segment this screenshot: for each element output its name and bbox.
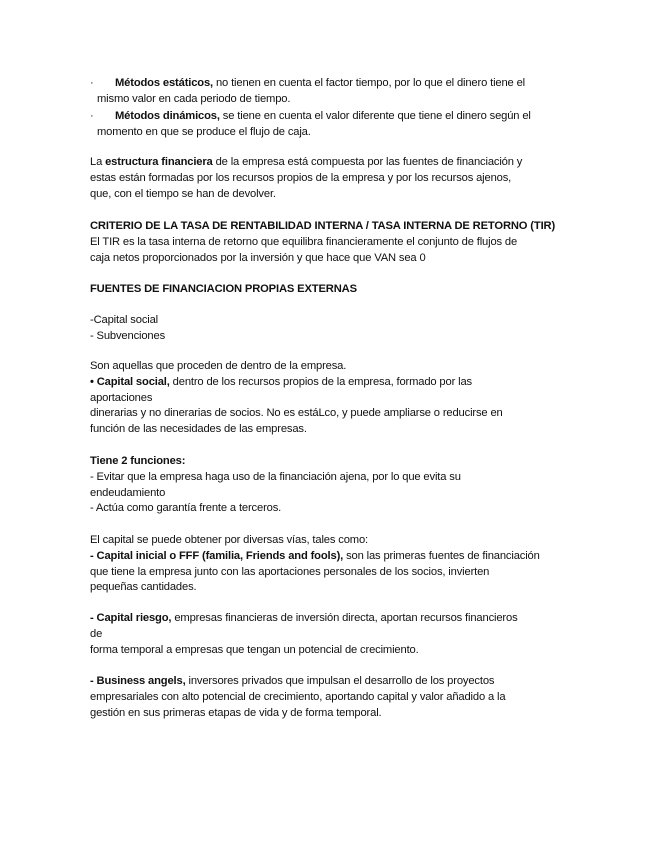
term-metodos-estaticos: Métodos estáticos, (115, 77, 214, 89)
text-line: aportaciones (90, 391, 153, 404)
text-line: dinerarias y no dinerarias de socios. No es estáLco, y puede ampliarse o reducirse en (90, 407, 503, 420)
bullet-marker: · (90, 110, 94, 122)
bullet-text: se tiene en cuenta el valor diferente que tiene el dinero según el (219, 110, 531, 122)
term-business-angels: - Business angels, (90, 675, 186, 687)
text-line: - Evitar que la empresa haga uso de la financiación ajena, por lo que evita su (90, 470, 461, 483)
bullet-text: mismo valor en cada periodo de tiempo. (97, 92, 291, 105)
section-capital-riesgo (90, 611, 570, 658)
text-line: forma temporal a empresas que tengan un potencial de crecimiento. (90, 643, 419, 656)
text-fragment: inversores privados que impulsan el desarrollo de los proyectos (185, 675, 495, 687)
text-line: de (90, 627, 103, 640)
bullet-marker: · (90, 77, 94, 89)
text-line: estas están formadas por los recursos propios de la empresa y por los recursos ajenos, (90, 171, 512, 184)
heading-funciones: Tiene 2 funciones: (90, 455, 186, 467)
text-fragment: La (90, 156, 106, 168)
text-line: que tiene la empresa junto con las aportaciones personales de los socios, invierten (90, 565, 490, 578)
list-item: - Subvenciones (90, 329, 166, 342)
text-line: endeudamiento (90, 486, 166, 499)
text-fragment: son las primeras fuentes de financiación (343, 549, 540, 562)
bullet-text: no tienen en cuenta el factor tiempo, por lo que el dinero tiene el (213, 77, 525, 89)
text-line: Son aquellas que proceden de dentro de la empresa. (90, 360, 347, 372)
term-estructura-financiera: estructura financiera (105, 156, 213, 168)
section-capital-social (90, 359, 570, 438)
heading-fuentes-financiacion (90, 282, 570, 298)
heading-fuentes: FUENTES DE FINANCIACION PROPIAS EXTERNAS (90, 283, 357, 295)
text-line: El TIR es la tasa interna de retorno que equilibra financieramente el conjunto de flujos de (90, 235, 518, 248)
text-line: función de las necesidades de las empresas. (90, 423, 307, 436)
text-line: El capital se puede obtener por diversas vías, tales como: (90, 534, 368, 546)
list-item: -Capital social (90, 314, 159, 326)
text-line: caja netos proporcionados por la inversión y que hace que VAN sea 0 (90, 251, 426, 264)
section-business-angels (90, 674, 570, 721)
term-capital-riesgo: - Capital riesgo, (90, 612, 172, 624)
section-obtener-capital (90, 533, 570, 596)
section-funciones (90, 454, 570, 517)
text-fragment: de la empresa está compuesta por las fuentes de financiación y (212, 156, 523, 168)
text-fragment: empresas financieras de inversión directa, aportan recursos financieros (171, 612, 518, 624)
heading-tir: CRITERIO DE LA TASA DE RENTABILIDAD INTERNA / TASA INTERNA DE RETORNO (TIR) (90, 220, 556, 232)
section-tir (90, 219, 570, 266)
paragraph-estructura-financiera (90, 155, 570, 202)
text-line: - Actúa como garantía frente a terceros. (90, 502, 282, 515)
list-fuentes (90, 313, 570, 345)
text-fragment: dentro de los recursos propios de la empresa, formado por las (169, 375, 472, 388)
text-line: empresariales con alto potencial de crecimiento, aportando capital y valor añadido a la (90, 690, 506, 703)
text-line: pequeñas cantidades. (90, 581, 197, 594)
text-line: que, con el tiempo se han de devolver. (90, 187, 276, 200)
term-capital-social: • Capital social, (90, 375, 170, 388)
bullet-text: momento en que se produce el flujo de caja. (97, 125, 311, 138)
term-capital-inicial: - Capital inicial o FFF (familia, Friends and fools), (90, 549, 344, 562)
term-metodos-dinamicos: Métodos dinámicos, (115, 110, 220, 122)
text-line: gestión en sus primeras etapas de vida y de forma temporal. (90, 706, 382, 719)
